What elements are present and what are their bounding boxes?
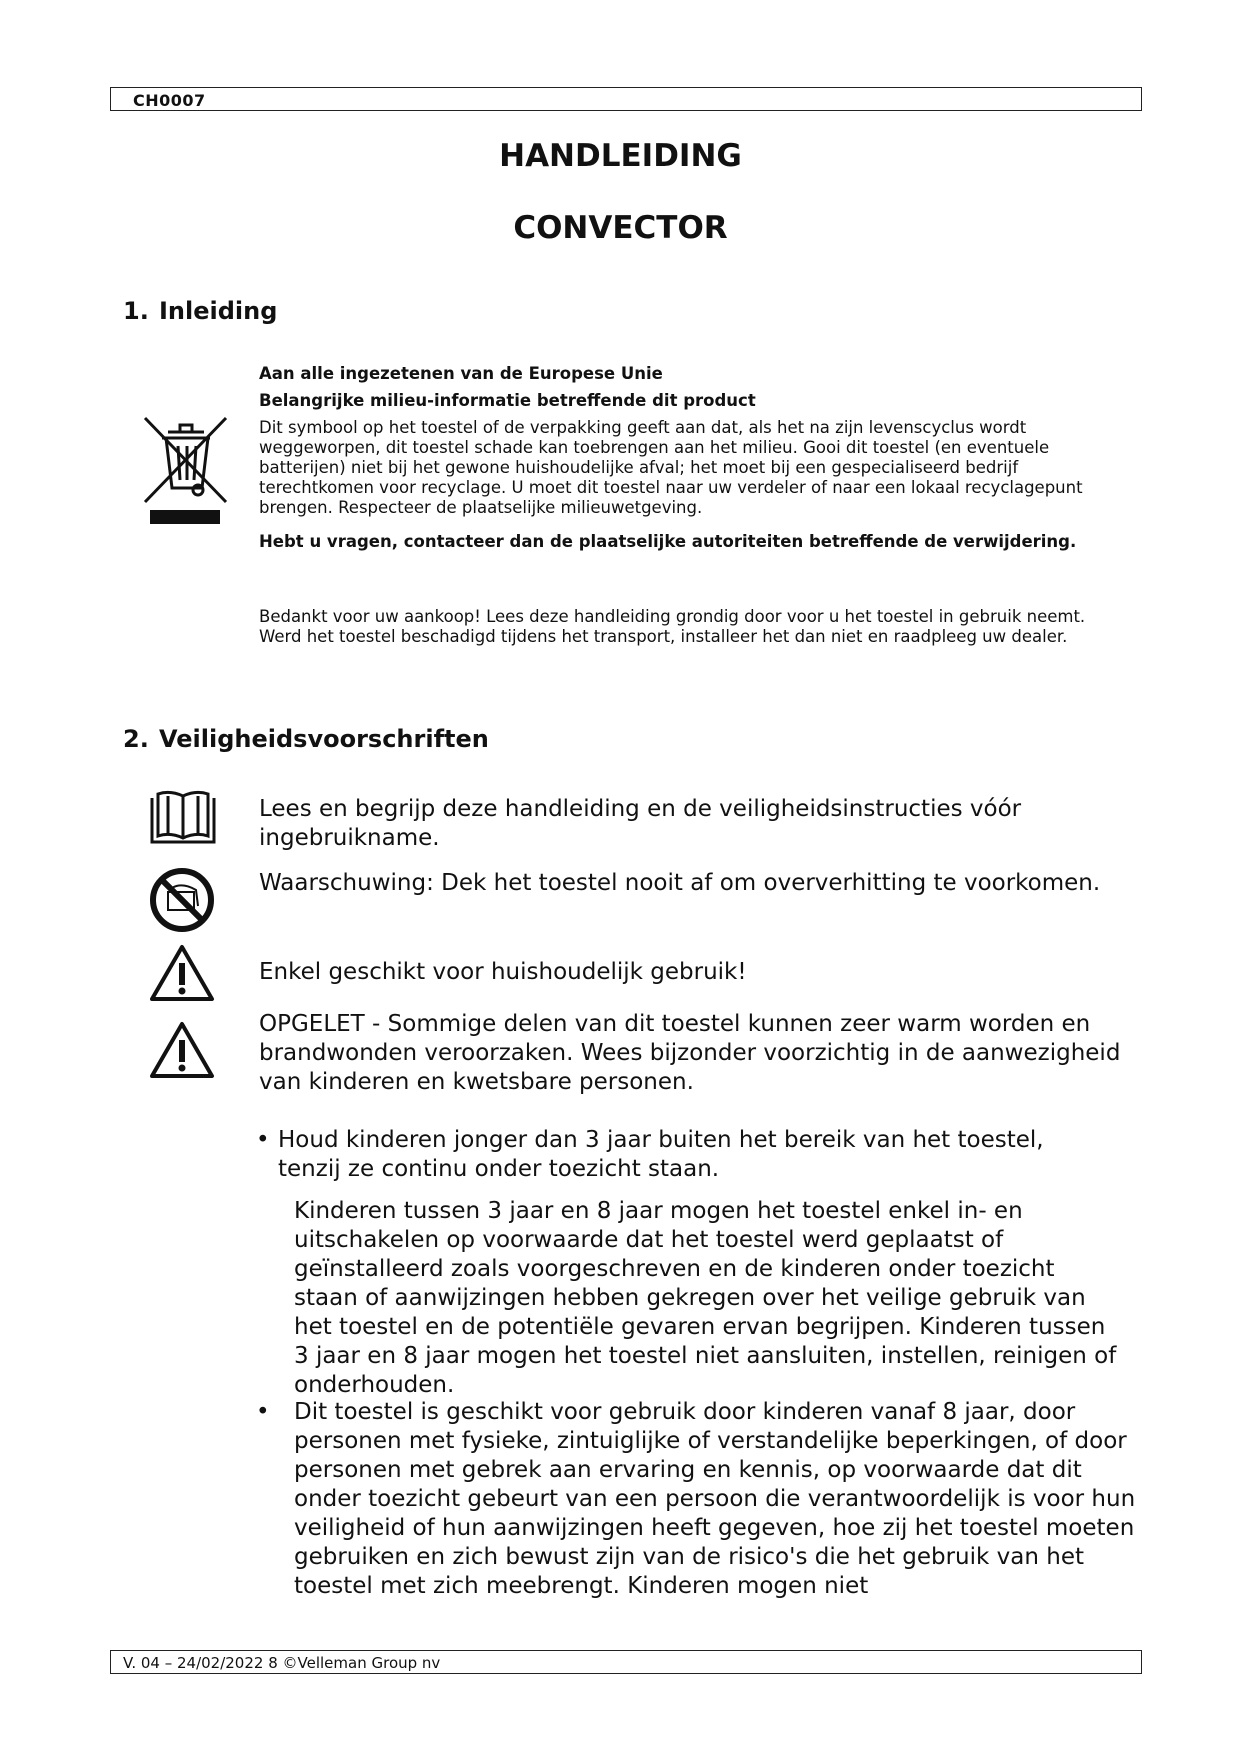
page-title: HANDLEIDING (499, 138, 742, 174)
page-footer (110, 1650, 1142, 1674)
contact-authorities-text: Hebt u vragen, contacteer dan de plaatselijke autoriteiten betreffende de verwijdering. (259, 532, 1077, 551)
safety-item-read-manual: Lees en begrijp deze handleiding en de veiligheidsinstructies vóór ingebruikname. (259, 796, 1022, 851)
environment-info-heading: Belangrijke milieu-informatie betreffende dit product (259, 391, 756, 410)
section-1-heading (123, 297, 277, 325)
section-1-title: Inleiding (159, 297, 278, 325)
thank-you-paragraph: Bedankt voor uw aankoop! Lees deze handleiding grondig door voor u het toestel in gebruik neemt. Werd het toestel beschadigd tijdens het transport, installeer het dan niet en raadpleeg uw dealer. (259, 607, 1086, 646)
footer-version-text: V. 04 – 24/02/2022 8 ©Velleman Group nv (123, 1654, 441, 1672)
bullet-text (278, 1126, 1138, 1184)
eu-notice-heading: Aan alle ingezetenen van de Europese Unie (259, 364, 663, 383)
weee-paragraph: Dit symbool op het toestel of de verpakking geeft aan dat, als het na zijn levenscyclus wordt weggeworpen, dit toestel schade kan toebrengen aan het milieu. Gooi dit toestel (en eventuele batterijen) niet bij het gewone huishoudelijke afval; het moet bij een gespecialiseerd bedrijf terechtkomen voor recyclage. U moet dit toestel naar uw verdeler of naar een lokaal recyclagepunt brengen. Respecteer de plaatselijke milieuwetgeving. (259, 418, 1083, 517)
safety-item-household-use: Enkel geschikt voor huishoudelijk gebruik! (259, 959, 747, 985)
bullet-1-text: Houd kinderen jonger dan 3 jaar buiten het bereik van het toestel, tenzij ze continu onder toezicht staan. (278, 1127, 1044, 1182)
section-1-number: 1. (123, 297, 149, 325)
warning-triangle-icon (148, 943, 216, 1003)
page-subtitle: CONVECTOR (513, 210, 728, 246)
page-header (110, 87, 1142, 111)
safety-item-hot-surfaces: OPGELET - Sommige delen van dit toestel kunnen zeer warm worden en brandwonden veroorzaken. Wees bijzonder voorzichtig in de aanwezigheid van kinderen en kwetsbare personen. (259, 1011, 1121, 1095)
bullet-symbol: • (256, 1127, 270, 1153)
document-code: CH0007 (133, 91, 206, 110)
manual-book-icon (148, 790, 218, 848)
bullet-2-text: Dit toestel is geschikt voor gebruik door kinderen vanaf 8 jaar, door personen met fysieke, zintuiglijke of verstandelijke beperkingen, of door personen met gebrek aan ervaring en kennis, op voorwaarde dat dit onder toezicht gebeurt van een persoon die verantwoordelijk is voor hun veiligheid of hun aanwijzingen heeft gegeven, hoe zij het toestel moeten gebruiken en zich bewust zijn van de risico's die het gebruik van het toestel met zich meebrengt. Kinderen mogen niet (294, 1399, 1136, 1599)
bullet-symbol: • (256, 1399, 270, 1425)
weee-crossed-bin-icon (140, 410, 232, 530)
section-2-number: 2. (123, 725, 149, 753)
warning-triangle-icon (148, 1020, 216, 1080)
children-3-8-paragraph: Kinderen tussen 3 jaar en 8 jaar mogen het toestel enkel in- en uitschakelen op voorwaarde dat het toestel werd geplaatst of geïnstalleerd zoals voorgeschreven en de kinderen onder toezicht staan of aanwijzingen hebben gekregen over het veilige gebruik van het toestel en de potentiële gevaren ervan begrijpen. Kinderen tussen 3 jaar en 8 jaar mogen het toestel niet aansluiten, instellen, reinigen of onderhouden. (294, 1198, 1117, 1398)
section-2-heading (123, 725, 489, 753)
do-not-cover-icon (148, 866, 216, 934)
safety-item-do-not-cover: Waarschuwing: Dek het toestel nooit af om oververhitting te voorkomen. (259, 870, 1101, 896)
section-2-title: Veiligheidsvoorschriften (159, 725, 489, 753)
